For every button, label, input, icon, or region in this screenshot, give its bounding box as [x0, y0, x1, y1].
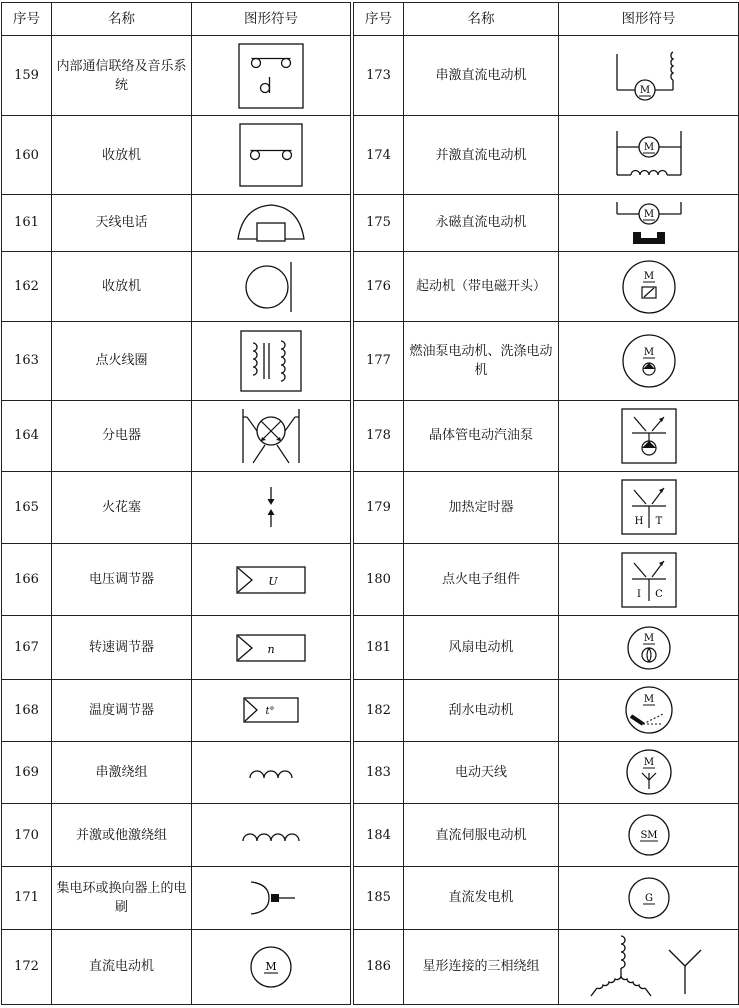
row-number: 177 [354, 322, 404, 400]
header-symbol: 图形符号 [192, 3, 351, 36]
row-number: 169 [2, 741, 52, 803]
row-number: 186 [354, 929, 404, 1004]
row-number: 179 [354, 471, 404, 543]
row-number: 185 [354, 867, 404, 929]
row-name: 串激直流电动机 [404, 36, 559, 116]
row-number: 159 [2, 36, 52, 116]
row-name: 风扇电动机 [404, 616, 559, 679]
row-symbol [559, 400, 739, 471]
row-symbol [192, 741, 351, 803]
row-number: 175 [354, 194, 404, 251]
temperature-regulator-icon [242, 696, 300, 724]
row-symbol [559, 804, 739, 867]
servo-motor-icon [626, 812, 672, 858]
row-name: 晶体管电动汽油泵 [404, 400, 559, 471]
row-name: 星形连接的三相绕组 [404, 929, 559, 1004]
row-number: 174 [354, 116, 404, 194]
table-row [2, 251, 351, 321]
row-symbol [192, 251, 351, 321]
row-symbol [192, 36, 351, 116]
series-dc-motor-icon [613, 48, 685, 104]
module-label-c: C [654, 588, 663, 600]
motor-letter: M [643, 270, 654, 282]
row-name: 永磁直流电动机 [404, 194, 559, 251]
row-number: 164 [2, 400, 52, 471]
row-symbol [192, 929, 351, 1004]
spark-plug-icon [261, 485, 281, 529]
table-row [354, 116, 739, 194]
table-row [2, 194, 351, 251]
table-row [354, 616, 739, 679]
row-symbol [559, 322, 739, 400]
row-name: 收放机 [52, 116, 192, 194]
row-symbol [559, 616, 739, 679]
symbol-table-right [353, 2, 739, 1005]
row-number: 168 [2, 679, 52, 741]
module-label-i: I [636, 588, 641, 600]
dc-generator-icon [626, 875, 672, 921]
brush-icon [243, 878, 299, 918]
row-name: 收放机 [52, 251, 192, 321]
row-name: 起动机（带电磁开头） [404, 251, 559, 321]
motor-letter: M [643, 142, 654, 154]
pm-dc-motor-icon [613, 200, 685, 246]
row-symbol [192, 322, 351, 400]
row-number: 182 [354, 679, 404, 741]
table-row [2, 544, 351, 616]
row-symbol [192, 400, 351, 471]
table-row [2, 804, 351, 867]
wiper-motor-icon [623, 684, 675, 736]
table-row [2, 322, 351, 400]
motor-letter: M [643, 694, 654, 706]
row-symbol [559, 741, 739, 803]
motor-letter: M [639, 84, 650, 96]
regulator-label: t° [265, 706, 275, 718]
symbol-table-left [1, 2, 351, 1005]
header-no: 序号 [354, 3, 404, 36]
row-number: 170 [2, 804, 52, 867]
intercom-music-icon [236, 41, 306, 111]
row-name: 燃油泵电动机、洗涤电动机 [404, 322, 559, 400]
row-number: 181 [354, 616, 404, 679]
table-row [2, 400, 351, 471]
motor-letter: SM [639, 830, 658, 842]
row-number: 166 [2, 544, 52, 616]
header-no: 序号 [2, 3, 52, 36]
row-symbol [559, 867, 739, 929]
player-icon [243, 259, 299, 315]
row-symbol [559, 116, 739, 194]
table-row [354, 804, 739, 867]
row-symbol [559, 929, 739, 1004]
row-symbol [192, 471, 351, 543]
table-row [354, 679, 739, 741]
row-symbol [192, 804, 351, 867]
row-name: 直流电动机 [52, 929, 192, 1004]
fan-motor-icon [625, 624, 673, 672]
dc-motor-icon [247, 943, 295, 991]
row-number: 183 [354, 741, 404, 803]
table-row [2, 471, 351, 543]
heating-timer-icon [620, 478, 678, 536]
row-symbol [192, 867, 351, 929]
row-number: 163 [2, 322, 52, 400]
table-row [354, 322, 739, 400]
row-name: 直流发电机 [404, 867, 559, 929]
table-row [354, 400, 739, 471]
row-name: 转速调节器 [52, 616, 192, 679]
motor-letter: M [643, 208, 654, 220]
table-row [354, 929, 739, 1004]
regulator-label: n [267, 642, 275, 656]
transistor-fuel-pump-icon [620, 407, 678, 465]
row-symbol [559, 36, 739, 116]
table-row [354, 867, 739, 929]
timer-label-t: T [655, 516, 662, 528]
row-name: 直流伺服电动机 [404, 804, 559, 867]
table-row [2, 741, 351, 803]
row-symbol [559, 251, 739, 321]
row-symbol [192, 616, 351, 679]
table-row [354, 471, 739, 543]
row-number: 162 [2, 251, 52, 321]
row-number: 165 [2, 471, 52, 543]
ignition-module-icon [620, 551, 678, 609]
row-symbol [559, 679, 739, 741]
timer-label-h: H [634, 516, 643, 528]
header-name: 名称 [52, 3, 192, 36]
table-row [354, 194, 739, 251]
row-name: 电动天线 [404, 741, 559, 803]
distributor-icon [239, 407, 303, 465]
fuel-pump-motor-icon [619, 331, 679, 391]
antenna-phone-icon [235, 201, 307, 245]
ignition-coil-icon [239, 329, 303, 393]
power-antenna-icon [624, 747, 674, 797]
header-name: 名称 [404, 3, 559, 36]
row-name: 刮水电动机 [404, 679, 559, 741]
generator-letter: G [644, 892, 653, 904]
table-row [2, 616, 351, 679]
row-name: 并激直流电动机 [404, 116, 559, 194]
row-number: 176 [354, 251, 404, 321]
row-name: 内部通信联络及音乐系统 [52, 36, 192, 116]
table-row [2, 679, 351, 741]
row-name: 天线电话 [52, 194, 192, 251]
regulator-label: U [268, 574, 278, 588]
row-name: 并激或他激绕组 [52, 804, 192, 867]
row-name: 火花塞 [52, 471, 192, 543]
shunt-dc-motor-icon [613, 127, 685, 183]
starter-icon [619, 257, 679, 317]
row-symbol [192, 544, 351, 616]
header-symbol: 图形符号 [559, 3, 739, 36]
row-number: 178 [354, 400, 404, 471]
row-name: 电压调节器 [52, 544, 192, 616]
row-number: 173 [354, 36, 404, 116]
row-name: 温度调节器 [52, 679, 192, 741]
row-number: 161 [2, 194, 52, 251]
table-row [354, 36, 739, 116]
row-symbol [559, 471, 739, 543]
row-name: 加热定时器 [404, 471, 559, 543]
motor-letter: M [643, 346, 654, 358]
row-symbol [192, 116, 351, 194]
row-name: 分电器 [52, 400, 192, 471]
table-row [2, 116, 351, 194]
table-header [354, 3, 739, 36]
row-name: 串激绕组 [52, 741, 192, 803]
row-number: 172 [2, 929, 52, 1004]
row-number: 180 [354, 544, 404, 616]
motor-letter: M [643, 632, 654, 644]
motor-letter: M [265, 959, 277, 973]
row-number: 167 [2, 616, 52, 679]
row-number: 160 [2, 116, 52, 194]
voltage-regulator-icon [235, 565, 307, 595]
row-symbol [192, 679, 351, 741]
table-row [354, 741, 739, 803]
table-row [2, 929, 351, 1004]
row-symbol [559, 544, 739, 616]
table-header [2, 3, 351, 36]
table-row [2, 36, 351, 116]
row-name: 点火电子组件 [404, 544, 559, 616]
motor-letter: M [643, 757, 654, 769]
series-winding-icon [246, 764, 296, 780]
shunt-winding-icon [239, 827, 303, 843]
tape-recorder-icon [238, 122, 304, 188]
speed-regulator-icon [235, 633, 307, 663]
row-symbol [559, 194, 739, 251]
row-symbol [192, 194, 351, 251]
row-number: 184 [354, 804, 404, 867]
row-number: 171 [2, 867, 52, 929]
table-row [354, 544, 739, 616]
table-row [354, 251, 739, 321]
star-winding-icon [589, 932, 709, 1002]
table-row [2, 867, 351, 929]
row-name: 点火线圈 [52, 322, 192, 400]
row-name: 集电环或换向器上的电刷 [52, 867, 192, 929]
